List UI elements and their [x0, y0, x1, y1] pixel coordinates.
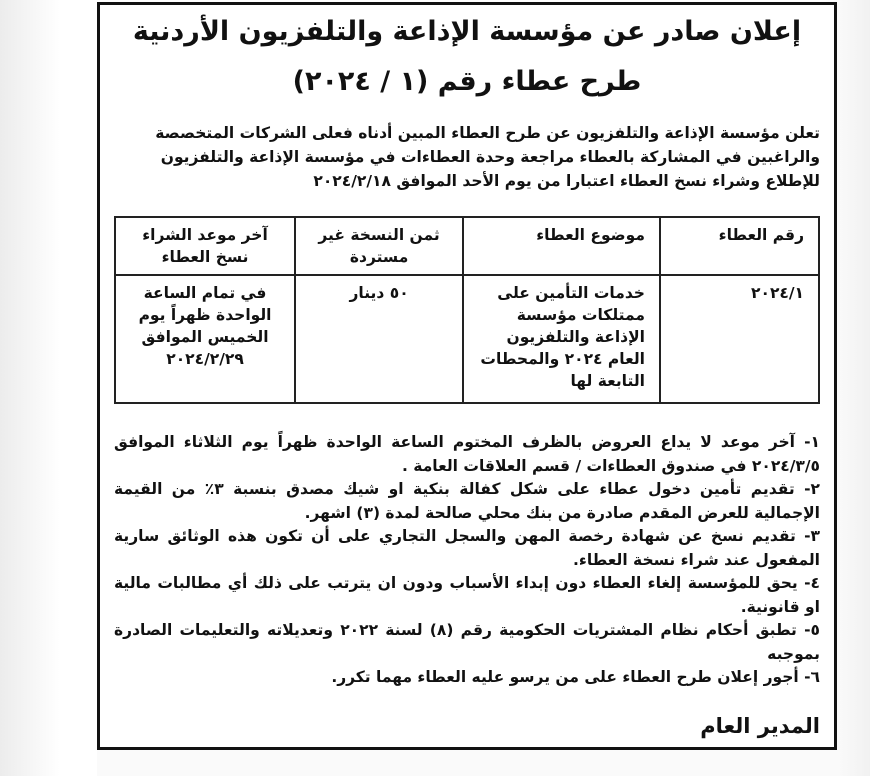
condition-item: ٦- أجور إعلان طرح العطاء على من يرسو عليه العطاء مهما تكرر.: [331, 668, 820, 686]
condition-item: ٤- يحق للمؤسسة إلغاء العطاء دون إبداء الأسباب ودون ان يترتب على ذلك أي مطالبات مالية او قانونية.: [114, 574, 820, 616]
tender-table: [114, 216, 820, 404]
cell-tender-subject: خدمات التأمين على ممتلكات مؤسسة الإذاعة والتلفزيون العام ٢٠٢٤ والمحطات التابعة لها: [463, 275, 660, 403]
cell-tender-number: ٢٠٢٤/١: [660, 275, 819, 403]
table-row: [115, 275, 819, 403]
cell-copy-price: ٥٠ دينار: [295, 275, 463, 403]
header-tender-number: رقم العطاء: [660, 217, 819, 275]
announcement-content: [100, 5, 834, 747]
header-purchase-deadline: آخر موعد الشراء نسخ العطاء: [115, 217, 295, 275]
intro-paragraph: [114, 121, 820, 193]
page-margin: [97, 750, 837, 776]
conditions-list: [114, 431, 820, 690]
announcement-frame: [97, 2, 837, 750]
header-copy-price: ثمن النسخة غير مستردة: [295, 217, 463, 275]
intro-line: تعلن مؤسسة الإذاعة والتلفزيون عن طرح العطاء المبين أدناه فعلى الشركات المتخصصة: [155, 124, 820, 142]
tender-title: طرح عطاء رقم (١ / ٢٠٢٤): [292, 66, 642, 97]
signature: المدير العام: [700, 714, 820, 738]
intro-line: والراغبين في المشاركة بالعطاء مراجعة وحدة العطاءات في مؤسسة الإذاعة والتلفزيون: [160, 148, 820, 166]
intro-line: للإطلاع وشراء نسخ العطاء اعتبارا من يوم الأحد الموافق ٢٠٢٤/٢/١٨: [313, 172, 820, 190]
condition-item: ١- آخر موعد لا يداع العروض بالظرف المختوم الساعة الواحدة ظهراً يوم الثلاثاء الموافق ٢٠٢٤/٣/٥ في صندوق العطاءات / قسم العلاقات العامة .: [114, 433, 820, 475]
condition-item: ٢- تقديم تأمين دخول عطاء على شكل كفالة بنكية او شيك مصدق بنسبة ٣٪ من القيمة الإجمالية للعرض المقدم صادرة من بنك محلي صالحة لمدة (٣) اشهر.: [114, 480, 820, 522]
cell-purchase-deadline: في تمام الساعة الواحدة ظهراً يوم الخميس الموافق ٢٠٢٤/٢/٢٩: [115, 275, 295, 403]
condition-item: ٥- تطبق أحكام نظام المشتريات الحكومية رقم (٨) لسنة ٢٠٢٢ وتعديلاته والتعليمات الصادرة بموجبه: [114, 621, 820, 663]
announcement-title: إعلان صادر عن مؤسسة الإذاعة والتلفزيون الأردنية: [132, 16, 802, 47]
condition-item: ٣- تقديم نسخ عن شهادة رخصة المهن والسجل التجاري على أن تكون هذه الوثائق سارية المفعول عند شراء نسخة العطاء.: [114, 527, 820, 569]
header-tender-subject: موضوع العطاء: [463, 217, 660, 275]
table-header-row: [115, 217, 819, 275]
